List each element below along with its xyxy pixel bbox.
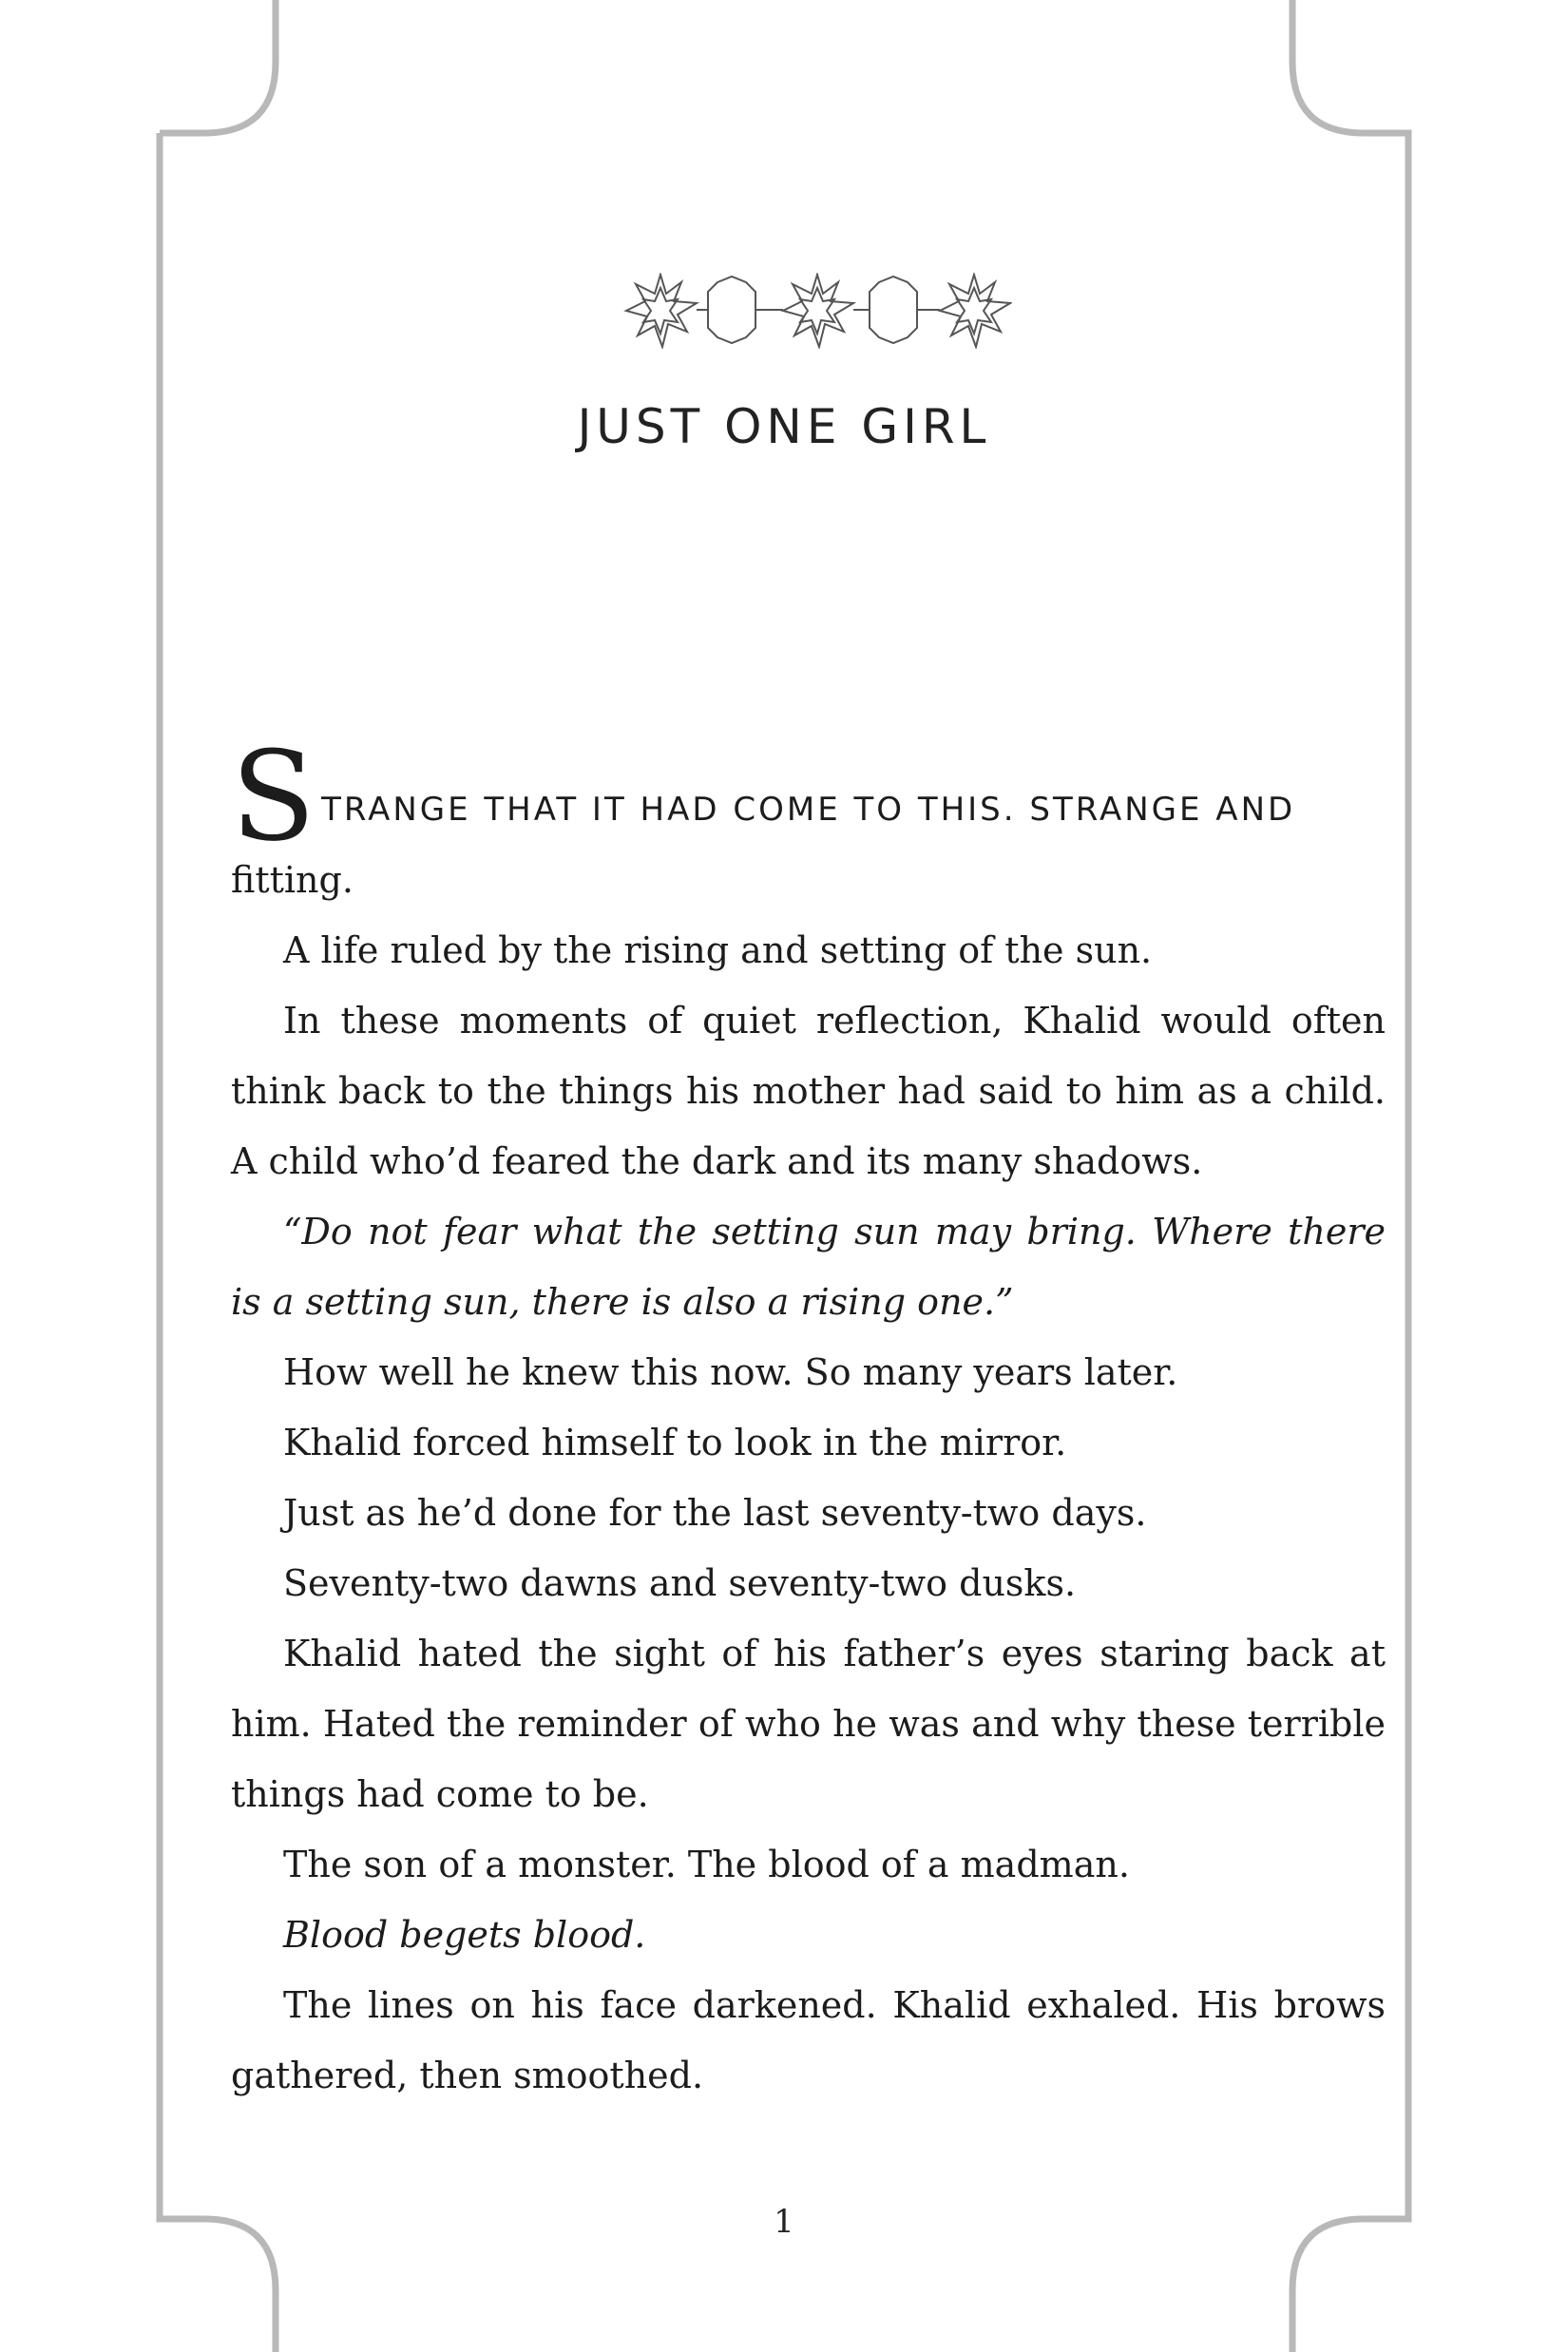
paragraph: Just as he’d done for the last seventy-two days. xyxy=(283,1492,1147,1534)
chapter-body xyxy=(231,724,1386,2111)
opening-continuation: fitting. xyxy=(231,859,354,901)
paragraph: Khalid forced himself to look in the mirror. xyxy=(283,1422,1067,1463)
paragraph: A life ruled by the rising and setting of the sun. xyxy=(283,929,1153,971)
chapter-title: JUST ONE GIRL xyxy=(577,399,991,454)
paragraph-italic: Blood begets blood. xyxy=(283,1914,646,1956)
drop-cap: S xyxy=(231,724,316,869)
paragraph: Khalid hated the sight of his father’s eyes staring back at him. Hated the reminder of who he was and why these terrible things had come to be. xyxy=(231,1633,1386,1815)
page-number: 1 xyxy=(774,2203,794,2241)
paragraph-quote: “Do not fear what the setting sun may bring. Where there is a setting sun, there is also a rising one.” xyxy=(231,1211,1386,1323)
star-cartouche-border-icon xyxy=(622,273,1012,349)
paragraph: The lines on his face darkened. Khalid exhaled. His brows gathered, then smoothed. xyxy=(231,1984,1386,2096)
paragraph: In these moments of quiet reflection, Khalid would often think back to the things his mother had said to him as a child. A child who’d feared the dark and its many shadows. xyxy=(231,1000,1386,1182)
opening-paragraph xyxy=(231,724,1386,915)
paragraph: The son of a monster. The blood of a madman. xyxy=(283,1844,1130,1885)
paragraph: How well he knew this now. So many years later. xyxy=(283,1351,1178,1393)
paragraph: Seventy-two dawns and seventy-two dusks. xyxy=(283,1562,1077,1604)
opening-smallcaps: TRANGE THAT IT HAD COME TO THIS. STRANGE AND xyxy=(321,791,1296,829)
